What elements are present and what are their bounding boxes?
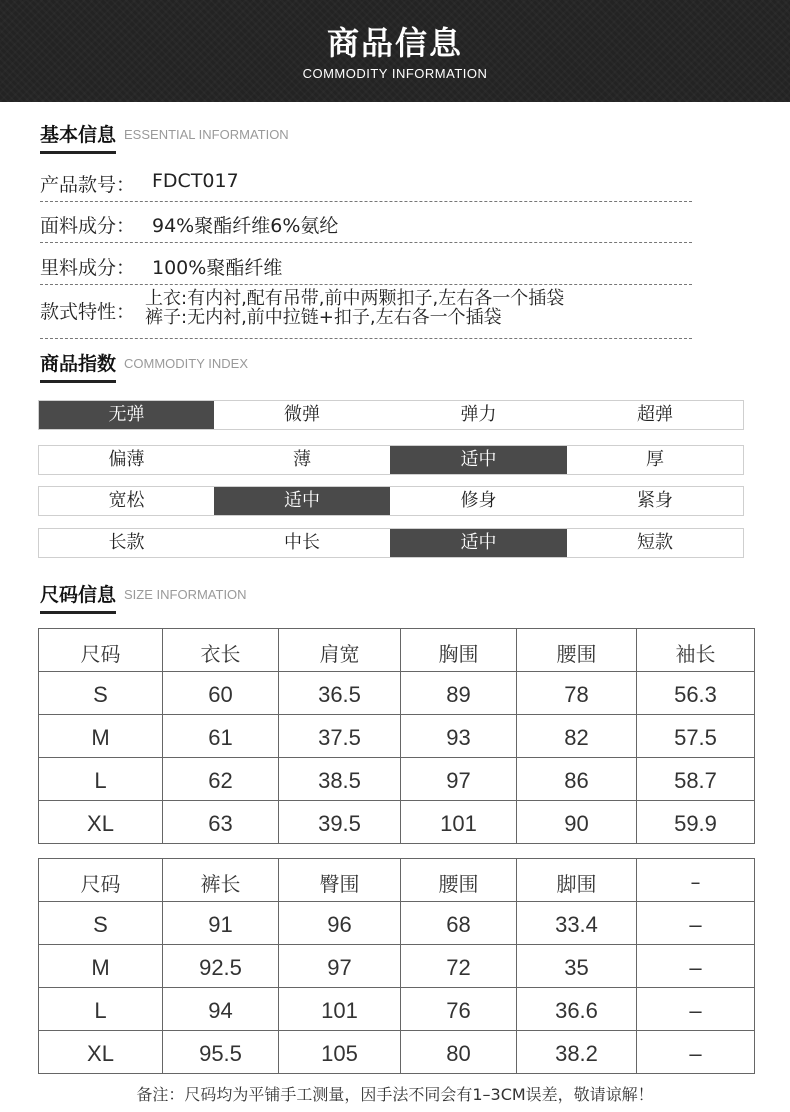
table-row xyxy=(39,1031,755,1074)
info-label: 产品款号： xyxy=(40,174,136,196)
table-header-cell: 裤长 xyxy=(163,859,279,902)
index-cell: 宽松 xyxy=(108,490,145,511)
table-row xyxy=(39,715,755,758)
table-cell: XL xyxy=(39,801,163,844)
index-cell: 修身 xyxy=(460,490,497,511)
index-cell: 弹力 xyxy=(460,404,497,425)
index-cell: 紧身 xyxy=(637,490,673,511)
table-cell: 93 xyxy=(401,715,517,758)
index-cell: 厚 xyxy=(646,449,664,470)
info-row-features xyxy=(40,287,692,339)
table-cell: S xyxy=(39,902,163,945)
table-cell: 89 xyxy=(401,672,517,715)
table-cell: M xyxy=(39,945,163,988)
info-value: 100%聚酯纤维 xyxy=(152,257,283,279)
index-cell: 中长 xyxy=(284,532,320,553)
index-cell: 超弹 xyxy=(637,404,673,425)
info-row-fabric xyxy=(40,211,692,243)
table-cell: 38.2 xyxy=(517,1031,637,1074)
index-cell-selected: 适中 xyxy=(390,529,567,557)
table-cell: – xyxy=(637,902,755,945)
index-cell: 偏薄 xyxy=(108,449,145,470)
page-subtitle: COMMODITY INFORMATION xyxy=(302,66,488,81)
table-cell: 90 xyxy=(517,801,637,844)
feature-line-top: 上衣:有内衬,配有吊带,前中两颗扣子,左右各一个插袋 xyxy=(145,288,565,309)
section-title-size xyxy=(40,580,247,612)
table-row xyxy=(39,672,755,715)
index-row-fit xyxy=(38,486,744,516)
page-title: 商品信息 xyxy=(326,24,463,62)
info-value: FDCT017 xyxy=(152,170,239,192)
table-header-row xyxy=(39,859,755,902)
info-row-lining xyxy=(40,253,692,285)
table-header-cell: 肩宽 xyxy=(279,629,401,672)
table-cell: S xyxy=(39,672,163,715)
table-header-cell: 尺码 xyxy=(39,629,163,672)
table-cell: 76 xyxy=(401,988,517,1031)
index-row-length xyxy=(38,528,744,558)
table-cell: XL xyxy=(39,1031,163,1074)
table-row xyxy=(39,801,755,844)
table-header-cell: 袖长 xyxy=(637,629,755,672)
info-row-style-no xyxy=(40,170,692,202)
table-cell: 39.5 xyxy=(279,801,401,844)
table-cell: 59.9 xyxy=(637,801,755,844)
table-cell: 72 xyxy=(401,945,517,988)
section-title-en: SIZE INFORMATION xyxy=(124,587,247,602)
section-title-cn: 商品指数 xyxy=(40,349,116,383)
table-cell: 80 xyxy=(401,1031,517,1074)
table-cell: 60 xyxy=(163,672,279,715)
table-row xyxy=(39,988,755,1031)
index-cell-selected: 适中 xyxy=(390,446,567,474)
table-header-cell: 腰围 xyxy=(401,859,517,902)
index-row-elasticity xyxy=(38,400,744,430)
table-header-cell: 脚围 xyxy=(517,859,637,902)
index-cell: 短款 xyxy=(637,532,673,553)
index-row-thickness xyxy=(38,445,744,475)
table-cell: L xyxy=(39,758,163,801)
table-cell: 36.5 xyxy=(279,672,401,715)
index-cell: 微弹 xyxy=(284,404,320,425)
info-label: 里料成分： xyxy=(40,257,136,279)
table-cell: 37.5 xyxy=(279,715,401,758)
size-table-top xyxy=(38,628,755,844)
table-cell: 105 xyxy=(279,1031,401,1074)
table-cell: 91 xyxy=(163,902,279,945)
index-cell-selected: 无弹 xyxy=(39,401,214,429)
table-header-row xyxy=(39,629,755,672)
table-cell: 35 xyxy=(517,945,637,988)
table-cell: 61 xyxy=(163,715,279,758)
table-header-cell: 臀围 xyxy=(279,859,401,902)
table-cell: 38.5 xyxy=(279,758,401,801)
info-label: 款式特性： xyxy=(40,301,136,323)
table-cell: 56.3 xyxy=(637,672,755,715)
table-cell: 58.7 xyxy=(637,758,755,801)
table-cell: 101 xyxy=(279,988,401,1031)
table-header-cell: 衣长 xyxy=(163,629,279,672)
table-row xyxy=(39,902,755,945)
info-value: 94%聚酯纤维6%氨纶 xyxy=(152,215,339,237)
section-title-en: COMMODITY INDEX xyxy=(124,356,249,371)
table-row xyxy=(39,945,755,988)
table-header-cell: 胸围 xyxy=(401,629,517,672)
table-cell: 101 xyxy=(401,801,517,844)
table-cell: 97 xyxy=(279,945,401,988)
table-cell: – xyxy=(637,988,755,1031)
feature-line-pants: 裤子:无内衬,前中拉链+扣子,左右各一个插袋 xyxy=(145,307,502,328)
table-header-cell: 腰围 xyxy=(517,629,637,672)
section-title-en: ESSENTIAL INFORMATION xyxy=(124,127,289,142)
table-row xyxy=(39,758,755,801)
size-table-pants xyxy=(38,858,755,1074)
table-cell: 63 xyxy=(163,801,279,844)
section-title-cn: 基本信息 xyxy=(40,120,116,154)
table-cell: 68 xyxy=(401,902,517,945)
table-cell: 92.5 xyxy=(163,945,279,988)
table-cell: M xyxy=(39,715,163,758)
table-cell: 62 xyxy=(163,758,279,801)
table-header-cell: 尺码 xyxy=(39,859,163,902)
index-cell: 长款 xyxy=(108,532,145,553)
table-cell: L xyxy=(39,988,163,1031)
table-cell: 96 xyxy=(279,902,401,945)
table-cell: 97 xyxy=(401,758,517,801)
table-cell: 33.4 xyxy=(517,902,637,945)
table-cell: – xyxy=(637,945,755,988)
info-label: 面料成分： xyxy=(40,215,136,237)
table-header-cell: – xyxy=(637,859,755,902)
table-cell: 86 xyxy=(517,758,637,801)
section-title-index xyxy=(40,349,248,381)
index-cell: 薄 xyxy=(293,449,311,470)
table-cell: 57.5 xyxy=(637,715,755,758)
section-title-basic xyxy=(40,120,289,152)
measurement-note: 备注：尺码均为平铺手工测量，因手法不同会有1–3CM误差，敬请谅解！ xyxy=(136,1085,654,1104)
section-title-cn: 尺码信息 xyxy=(40,580,116,614)
table-cell: 82 xyxy=(517,715,637,758)
table-cell: 94 xyxy=(163,988,279,1031)
page-header xyxy=(0,0,790,102)
table-cell: 95.5 xyxy=(163,1031,279,1074)
table-cell: 78 xyxy=(517,672,637,715)
table-cell: 36.6 xyxy=(517,988,637,1031)
table-cell: – xyxy=(637,1031,755,1074)
index-cell-selected: 适中 xyxy=(214,487,390,515)
